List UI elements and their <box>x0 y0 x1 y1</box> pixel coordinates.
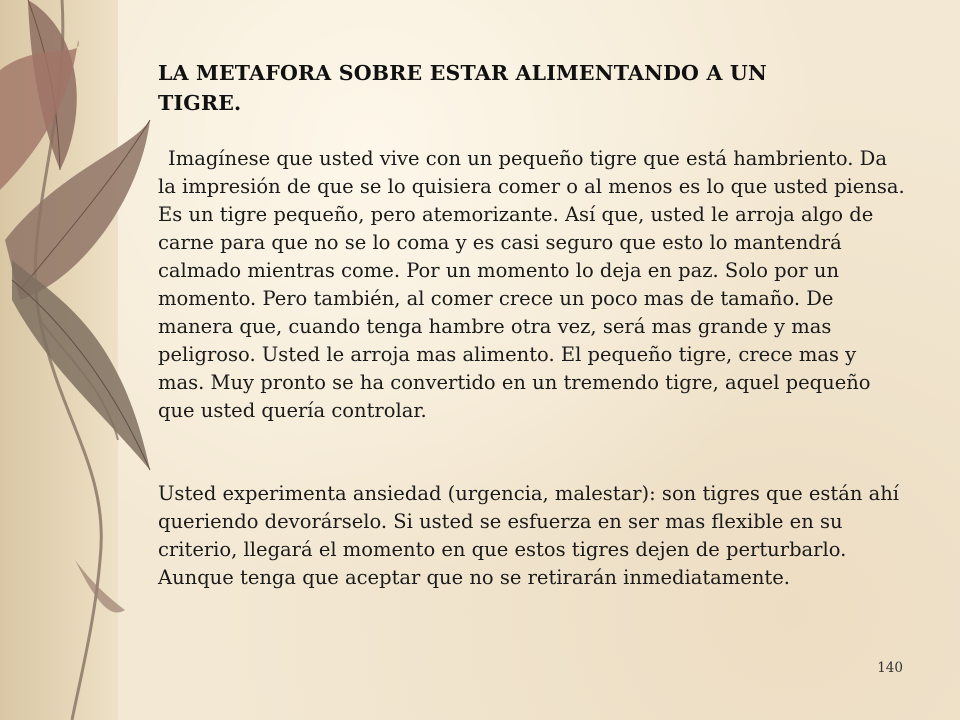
slide-title: LA METAFORA SOBRE ESTAR ALIMENTANDO A UN TIGRE. <box>158 61 767 115</box>
page-number: 140 <box>877 660 903 676</box>
dried-leaf-illustration <box>0 0 180 720</box>
paragraph-anxiety: Usted experimenta ansiedad (urgencia, malestar): son tigres que están ahí queriendo devorárselo. Si usted se esfuerza en ser mas flexible en su criterio, llegará el momento en que estos tigres dejen de perturbarlo. Aunque tenga que aceptar que no se retirarán inmediatamente. <box>158 482 900 589</box>
paragraph-metaphor: Imagínese que usted vive con un pequeño tigre que está hambriento. Da la impresión de que se lo quisiera comer o al menos es lo que usted piensa. Es un tigre pequeño, pero atemorizante. Así que, usted le arroja algo de carne para que no se lo coma y es casi seguro que esto lo mantendrá calmado mientras come. Por un momento lo deja en paz. Solo por un momento. Pero también, al comer crece un poco mas de tamaño. De manera que, cuando tenga hambre otra vez, será mas grande y mas peligroso. Usted le arroja mas alimento. El pequeño tigre, crece mas y mas. Muy pronto se ha convertido en un tremendo tigre, aquel pequeño que usted quería controlar. <box>158 147 905 422</box>
